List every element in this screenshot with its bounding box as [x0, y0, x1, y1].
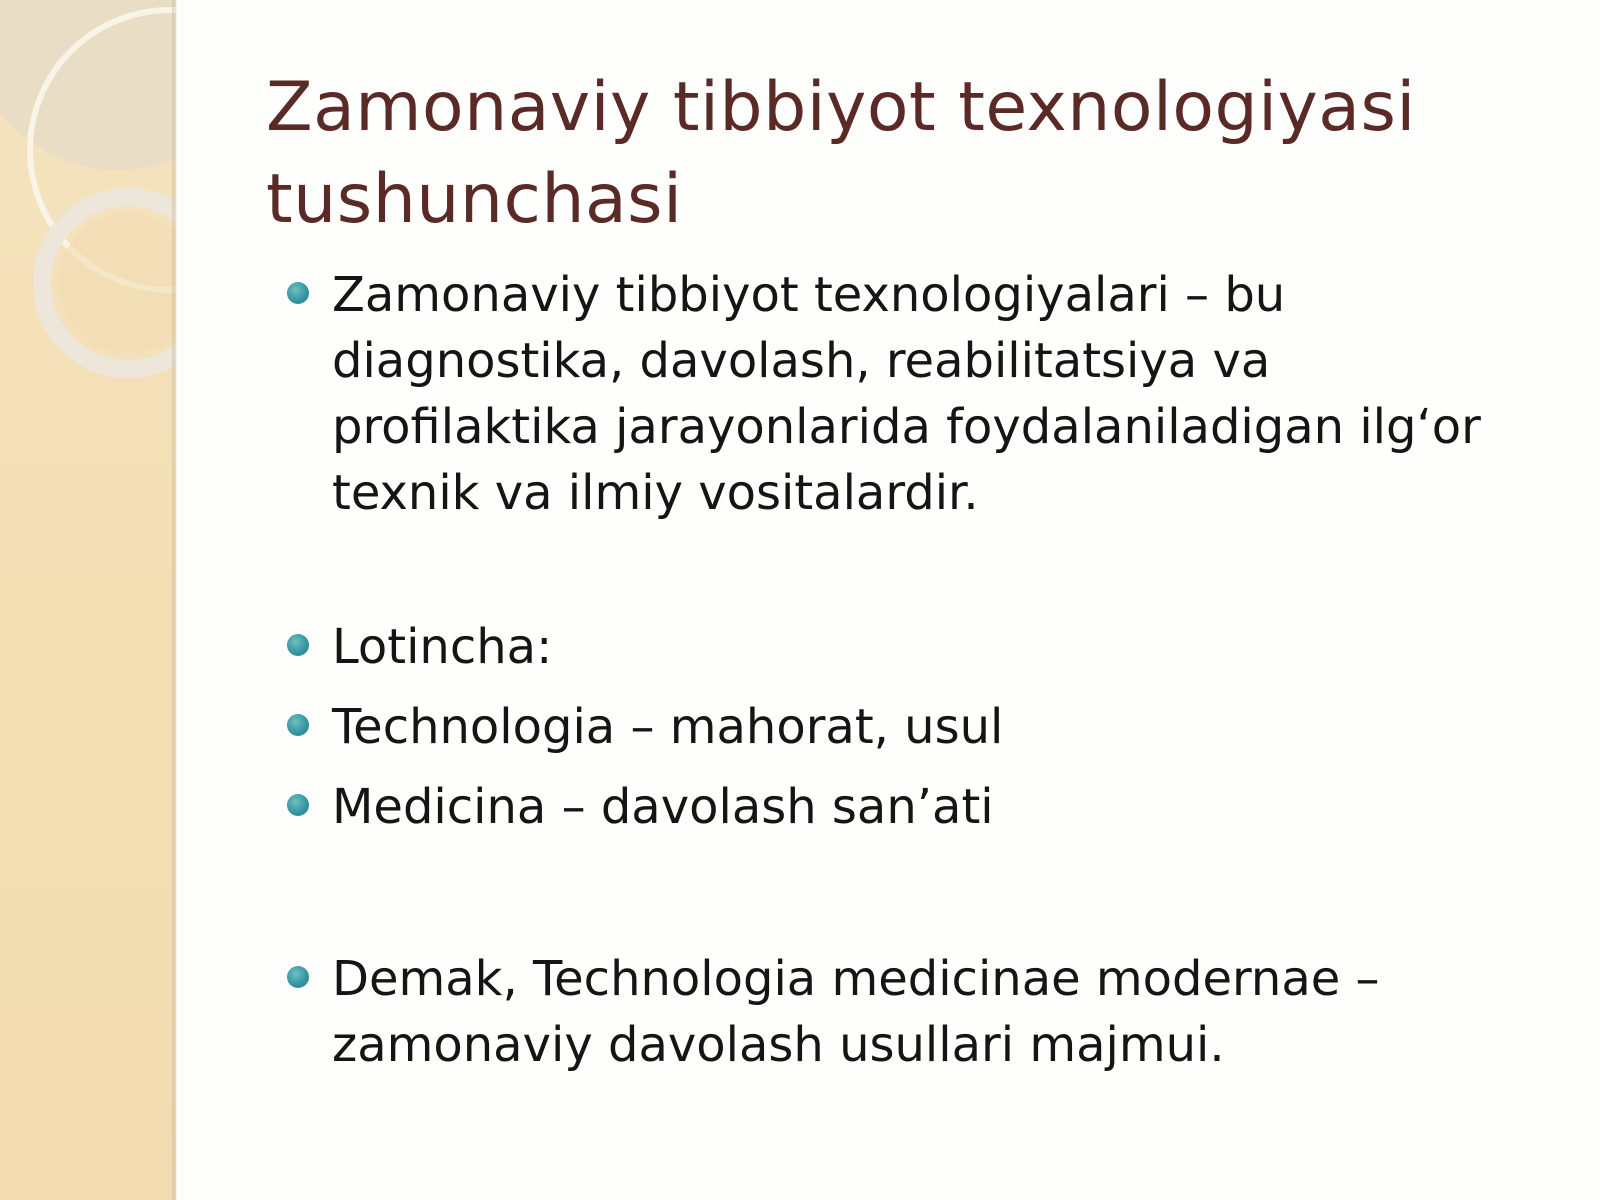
side-decor-panel	[0, 0, 176, 1200]
bullet-item	[282, 946, 1482, 1078]
slide-title: Zamonaviy tibbiyot texnologiyasi tushunchasi	[266, 68, 1416, 239]
bullet-text: Lotincha:	[332, 619, 553, 675]
bullet-dot-icon	[287, 966, 309, 988]
bullet-text: Zamonaviy tibbiyot texnologiyalari – bu diagnostika, davolash, reabilitatsiya va profilaktika jarayonlarida foydalaniladigan ilg‘or texnik va ilmiy vositalardir.	[332, 267, 1481, 521]
bullet-dot-icon	[287, 714, 309, 736]
bullet-list	[282, 262, 1482, 1078]
side-panel-edge	[172, 0, 178, 1200]
bullet-text: Medicina – davolash san’ati	[332, 779, 994, 835]
bullet-dot-icon	[287, 282, 309, 304]
bullet-dot-icon	[287, 794, 309, 816]
bullet-item	[282, 694, 1482, 760]
bullet-item	[282, 262, 1482, 526]
bullet-dot-icon	[287, 634, 309, 656]
bullet-item	[282, 614, 1482, 680]
decorative-circles	[0, 0, 176, 420]
bullet-text: Technologia – mahorat, usul	[332, 699, 1004, 755]
bullet-text: Demak, Technologia medicinae modernae – zamonaviy davolash usullari majmui.	[332, 951, 1380, 1073]
bullet-item	[282, 774, 1482, 840]
